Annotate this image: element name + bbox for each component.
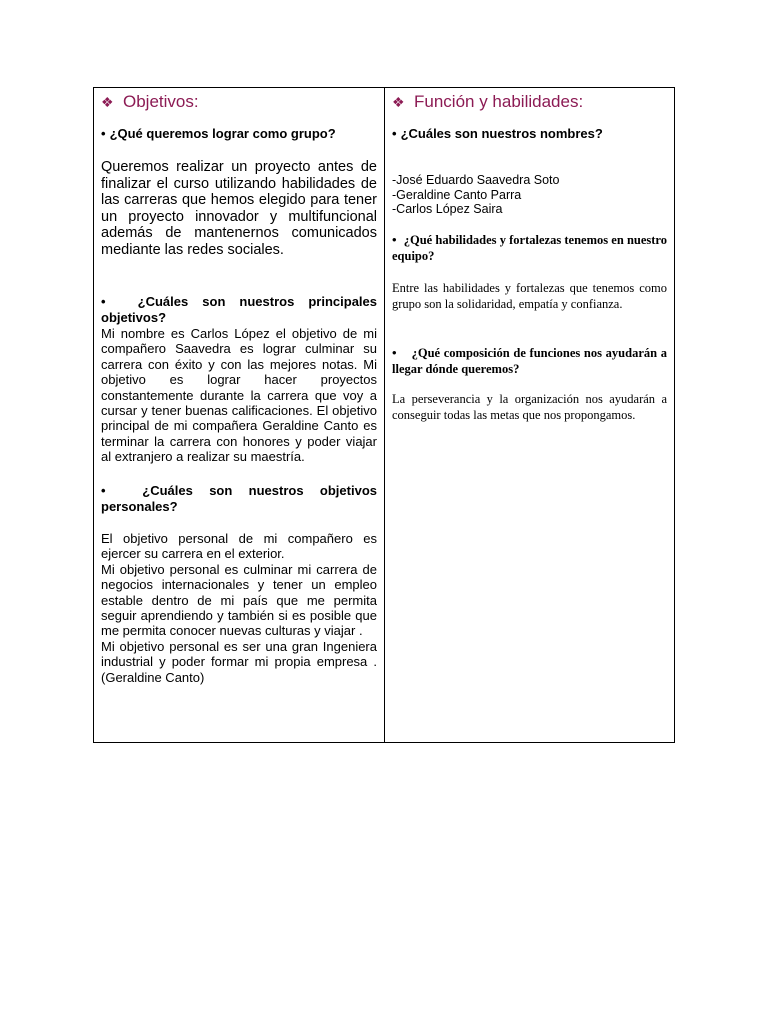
question-main-objectives [101, 294, 377, 326]
answer-text: Queremos realizar un proyecto antes de finalizar el curso utilizando habilidades de las carreras que hemos elegido para tener un proyecto innovador y multifuncional además de mantenernos comunicados mediante las redes sociales. [101, 159, 377, 258]
names-list [392, 173, 667, 217]
answer-text-3: Mi objetivo personal es ser una gran Ingeniera industrial y poder formar mi propia empresa . (Geraldine Canto) [101, 638, 377, 685]
question-functions [392, 345, 667, 377]
answer-text: Mi nombre es Carlos López el objetivo de mi compañero Saavedra es lograr culminar su carrera con éxito y con las mejores notas. Mi objetivo es lograr hacer proyectos constantemente durante la carrera que voy a cursar y tener buenas calificaciones. El objetivo principal de mi compañera Geraldine Canto es terminar la carrera con honores y poder viajar al extranjero a realizar su maestría. [101, 326, 377, 465]
question-text: ¿Cuáles son nuestros nombres? [400, 126, 603, 141]
name-item: -Carlos López Saira [392, 202, 503, 216]
name-item: -Geraldine Canto Parra [392, 187, 522, 202]
bullet-icon: • [101, 126, 106, 141]
diamond-bullet-icon: ❖ [392, 94, 405, 110]
answer-group-goal [101, 159, 377, 259]
question-text: ¿Cuáles son nuestros principales objetivos? [101, 294, 377, 325]
answer-personal-objectives [101, 531, 377, 685]
question-group-goal [101, 126, 377, 142]
answer-skills [392, 280, 667, 312]
functions-column [385, 88, 674, 742]
question-text: ¿Qué habilidades y fortalezas tenemos en nuestro equipo? [392, 233, 668, 263]
name-item: -José Eduardo Saavedra Soto [392, 173, 560, 187]
question-names [392, 126, 667, 142]
bullet-icon: • [392, 126, 397, 141]
bullet-icon: • [392, 232, 397, 247]
objectives-column [94, 88, 385, 742]
objectives-title: Objetivos: [123, 92, 199, 111]
question-text: ¿Qué composición de funciones nos ayudarán a llegar dónde queremos? [392, 346, 668, 376]
answer-text-1: El objetivo personal de mi compañero es ejercer su carrera en el exterior. [101, 531, 377, 562]
question-personal-objectives [101, 483, 377, 515]
question-skills [392, 232, 667, 264]
answer-text-2: Mi objetivo personal es culminar mi carrera de negocios internacionales y tener un empleo estable dentro de mi país que me permita seguir aprendiendo y también si es posible que me permita conocer nuevas culturas y viajar . [101, 561, 377, 639]
question-text: ¿Cuáles son nuestros objetivos personales? [101, 483, 377, 514]
answer-main-objectives [101, 326, 377, 465]
document-table [93, 87, 675, 743]
objectives-heading [101, 91, 377, 113]
functions-title: Función y habilidades: [414, 92, 584, 111]
bullet-icon: • [101, 294, 106, 309]
answer-functions [392, 391, 667, 423]
question-text: ¿Qué queremos lograr como grupo? [109, 126, 336, 141]
answer-text: La perseverancia y la organización nos ayudarán a conseguir todas las metas que nos propongamos. [392, 392, 667, 422]
answer-text: Entre las habilidades y fortalezas que tenemos como grupo son la solidaridad, empatía y confianza. [392, 281, 667, 311]
bullet-icon: • [101, 483, 106, 498]
functions-heading [392, 91, 667, 113]
bullet-icon: • [392, 345, 397, 360]
diamond-bullet-icon: ❖ [101, 94, 114, 110]
